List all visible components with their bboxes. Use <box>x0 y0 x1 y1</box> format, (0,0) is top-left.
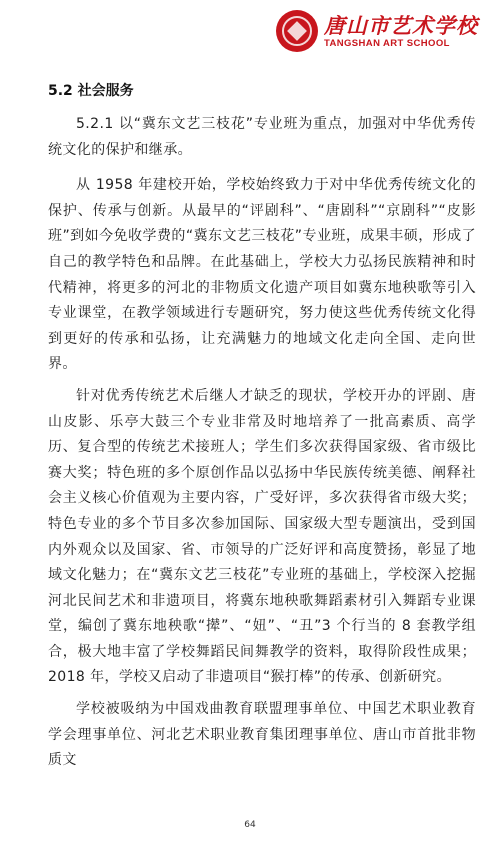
school-seal-icon <box>276 10 318 52</box>
school-name-cn: 唐山市艺术学校 <box>324 12 478 38</box>
section-heading: 5.2 社会服务 <box>48 83 134 99</box>
document-body <box>48 80 476 780</box>
paragraph-2: 针对优秀传统艺术后继人才缺乏的现状，学校开办的评剧、唐山皮影、乐亭大鼓三个专业非常及时地培养了一批高素质、高学历、复合型的传统艺术接班人；学生们多次获得国家级、省市级比赛大奖；特色班的多个原创作品以弘扬中华民族传统美德、阐释社会主义核心价值观为主要内容，广受好评，多次获得省市级大奖；特色专业的多个节目多次参加国际、国家级大型专题演出，受到国内外观众以及国家、省、市领导的广泛好评和高度赞扬，彰显了地域文化魅力；在“冀东文艺三枝花”专业班的基础上，学校深入挖掘河北民间艺术和非遗项目，将冀东地秧歌舞蹈素材引入舞蹈专业课堂，编创了冀东地秧歌“撵”、“妞”、“丑”3 个行当的 8 套教学组合，极大地丰富了学校舞蹈民间舞教学的资料，取得阶段性成果；2018 年，学校又启动了非遗项目“猴打棒”的传承、创新研究。 <box>48 387 476 686</box>
paragraph-3: 学校被吸纳为中国戏曲教育联盟理事单位、中国艺术职业教育学会理事单位、河北艺术职业教育集团理事单位、唐山市首批非物质文 <box>48 701 476 769</box>
subsection-heading: 5.2.1 以“冀东文艺三枝花”专业班为重点，加强对中华优秀传统文化的保护和继承。 <box>48 116 476 158</box>
page-number: 64 <box>244 820 256 830</box>
paragraph-1: 从 1958 年建校开始，学校始终致力于对中华优秀传统文化的保护、传承与创新。从最早的“评剧科”、“唐剧科”“京剧科”“皮影班”到如今免收学费的“冀东文艺三枝花”专业班，成果丰硕，形成了自己的教学特色和品牌。在此基础上，学校大力弘扬民族精神和时代精神，将更多的河北的非物质文化遗产项目如冀东地秧歌等引入专业课堂，在教学领域进行专题研究，努力使这些优秀传统文化得到更好的传承和弘扬，让充满魅力的地域文化走向全国、走向世界。 <box>48 177 476 373</box>
school-name-en: TANGSHAN ART SCHOOL <box>324 37 450 49</box>
school-brand <box>324 14 478 49</box>
page-header <box>276 10 478 52</box>
